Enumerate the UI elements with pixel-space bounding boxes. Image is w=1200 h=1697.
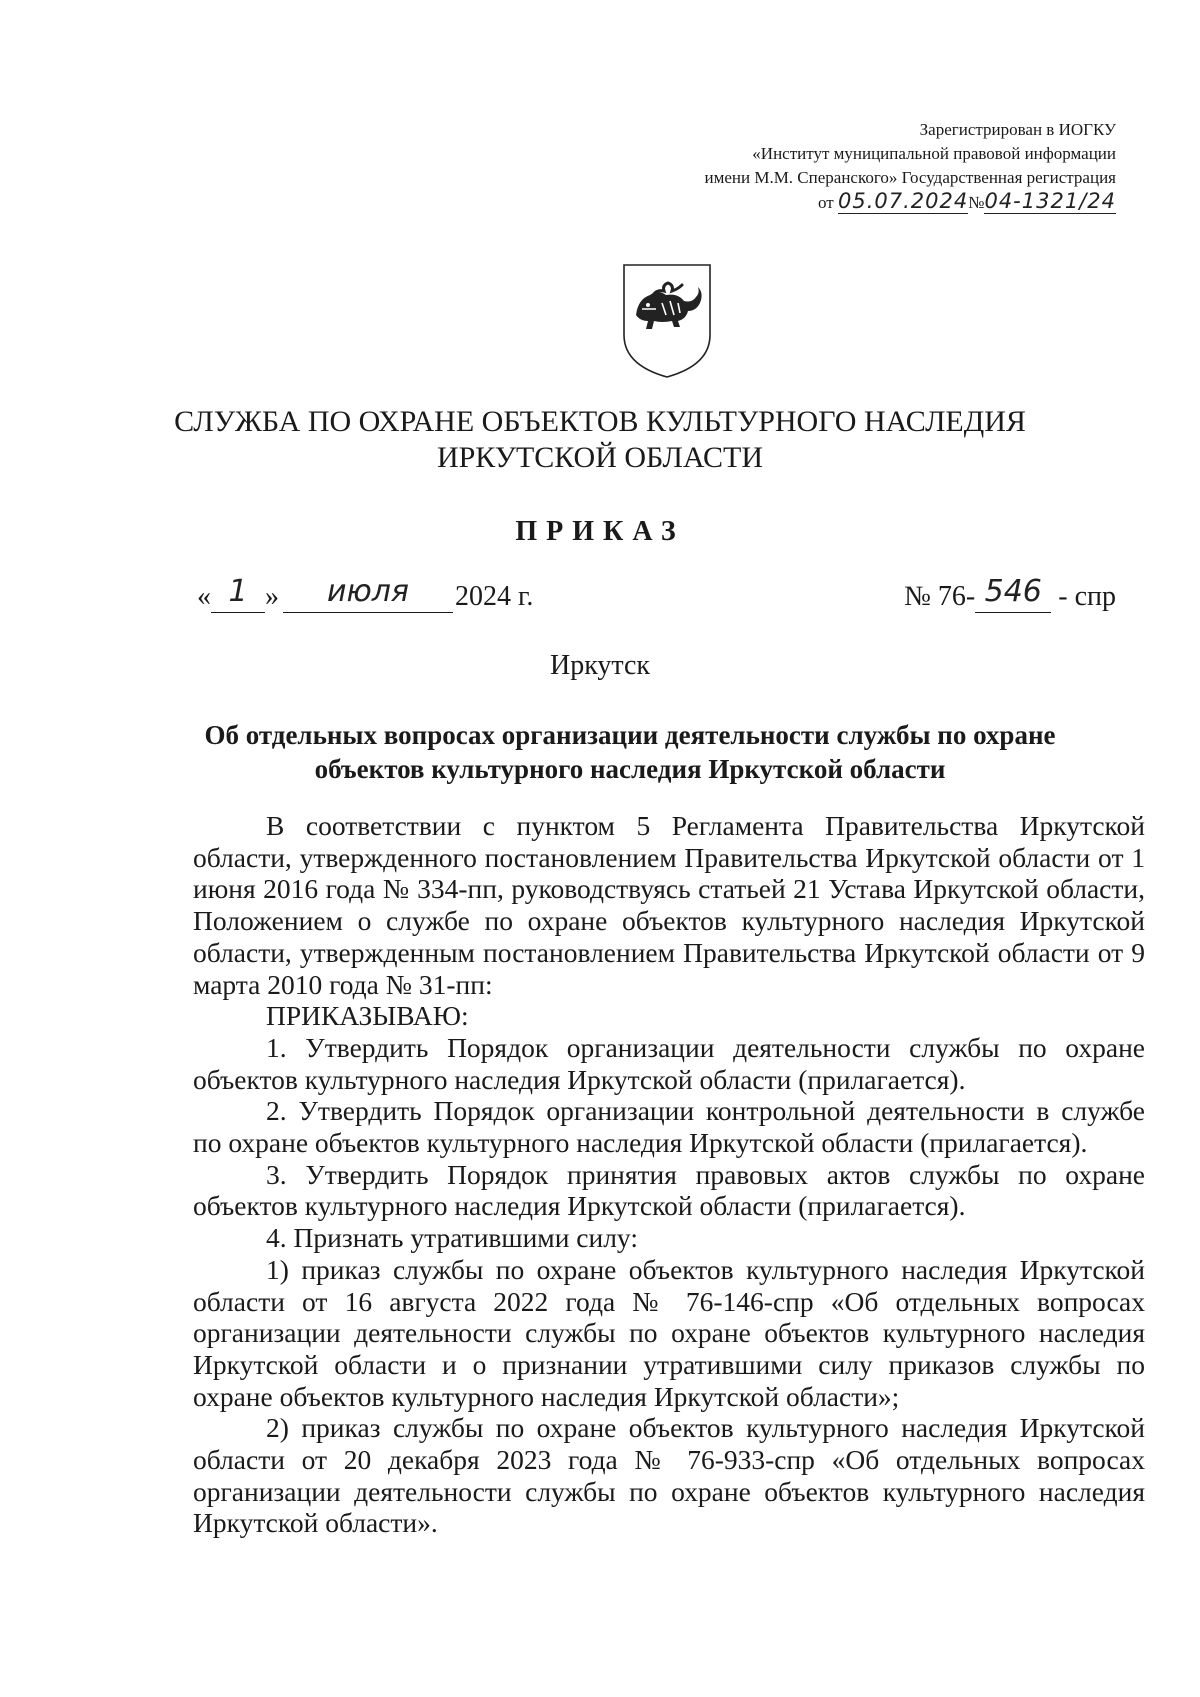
registration-line-2: «Институт муниципальной правовой информации [752, 144, 1116, 163]
order-date [197, 574, 534, 613]
registration-date-value: 05.07.2024 [837, 189, 969, 213]
order-item-1: 1. Утвердить Порядок организации деятельности службы по охране объектов культурного наследия Иркутской области (прилагается). [193, 1031, 1145, 1095]
doc-type-heading: ПРИКАЗ [515, 516, 685, 547]
order-item-4-2: 2) приказ службы по охране объектов культурного наследия Иркутской области от 20 декабря 2023 года № 76-933-спр «Об отдельных вопросах организации деятельности службы по охране объектов культурного наследия Иркутской области». [193, 1412, 1145, 1539]
registration-line-1: Зарегистрирован в ИОГКУ [919, 120, 1116, 139]
order-body [193, 810, 1145, 1539]
order-number [904, 574, 1116, 613]
date-year: 2024 г. [455, 581, 534, 612]
date-day-value: 1 [228, 574, 248, 609]
order-title-line-1: Об отдельных вопросах организации деятельности службы по охране [204, 720, 1056, 750]
order-item-3: 3. Утвердить Порядок принятия правовых актов службы по охране объектов культурного наследия Иркутской области (прилагается). [193, 1158, 1145, 1222]
order-word: ПРИКАЗЫВАЮ: [266, 1000, 469, 1032]
registration-line-3: имени М.М. Сперанского» Государственная регистрация [704, 168, 1116, 187]
preamble-paragraph: В соответствии с пунктом 5 Регламента Правительства Иркутской области, утвержденного постановлением Правительства Иркутской области от 1 июня 2016 года № 334-пп, руководствуясь статьей 21 Устава Иркутской области, Положением о службе по охране объектов культурного наследия Иркутской области, утвержденным постановлением Правительства Иркутской области от 9 марта 2010 года № 31-пп: [193, 810, 1145, 1000]
order-item-2: 2. Утвердить Порядок организации контрольной деятельности в службе по охране объектов культурного наследия Иркутской области (прилагается). [193, 1095, 1145, 1159]
irkutsk-coat-of-arms-icon [622, 263, 712, 379]
order-number-suffix: - спр [1058, 581, 1116, 612]
registration-number-prefix: № [968, 193, 985, 212]
order-title [150, 718, 1110, 786]
date-month-field [283, 574, 453, 613]
date-open-quote: « [197, 581, 211, 612]
registration-date-prefix: от [818, 193, 834, 212]
order-item-4: 4. Признать утратившими силу: [266, 1222, 638, 1254]
date-day-field [211, 574, 265, 613]
registration-number-line [818, 189, 1116, 215]
city-name: Иркутск [549, 650, 651, 681]
org-name-line-2: ИРКУТСКОЙ ОБЛАСТИ [436, 441, 764, 474]
registration-number-value: 04-1321/24 [984, 189, 1116, 213]
order-item-4-1: 1) приказ службы по охране объектов культурного наследия Иркутской области от 16 августа 2022 года № 76-146-спр «Об отдельных вопросах организации деятельности службы по охране объектов культурного наследия Иркутской области и о признании утратившими силу приказов службы по охране объектов культурного наследия Иркутской области»; [193, 1253, 1145, 1412]
order-number-prefix: № 76- [904, 581, 976, 612]
order-number-field [975, 574, 1051, 613]
order-title-line-2: объектов культурного наследия Иркутской области [314, 754, 946, 784]
date-close-quote: » [265, 581, 279, 612]
order-number-value: 546 [984, 574, 1042, 609]
date-month-value: июля [327, 574, 409, 609]
org-name-line-1: СЛУЖБА ПО ОХРАНЕ ОБЪЕКТОВ КУЛЬТУРНОГО НАСЛЕДИЯ [174, 405, 1026, 438]
